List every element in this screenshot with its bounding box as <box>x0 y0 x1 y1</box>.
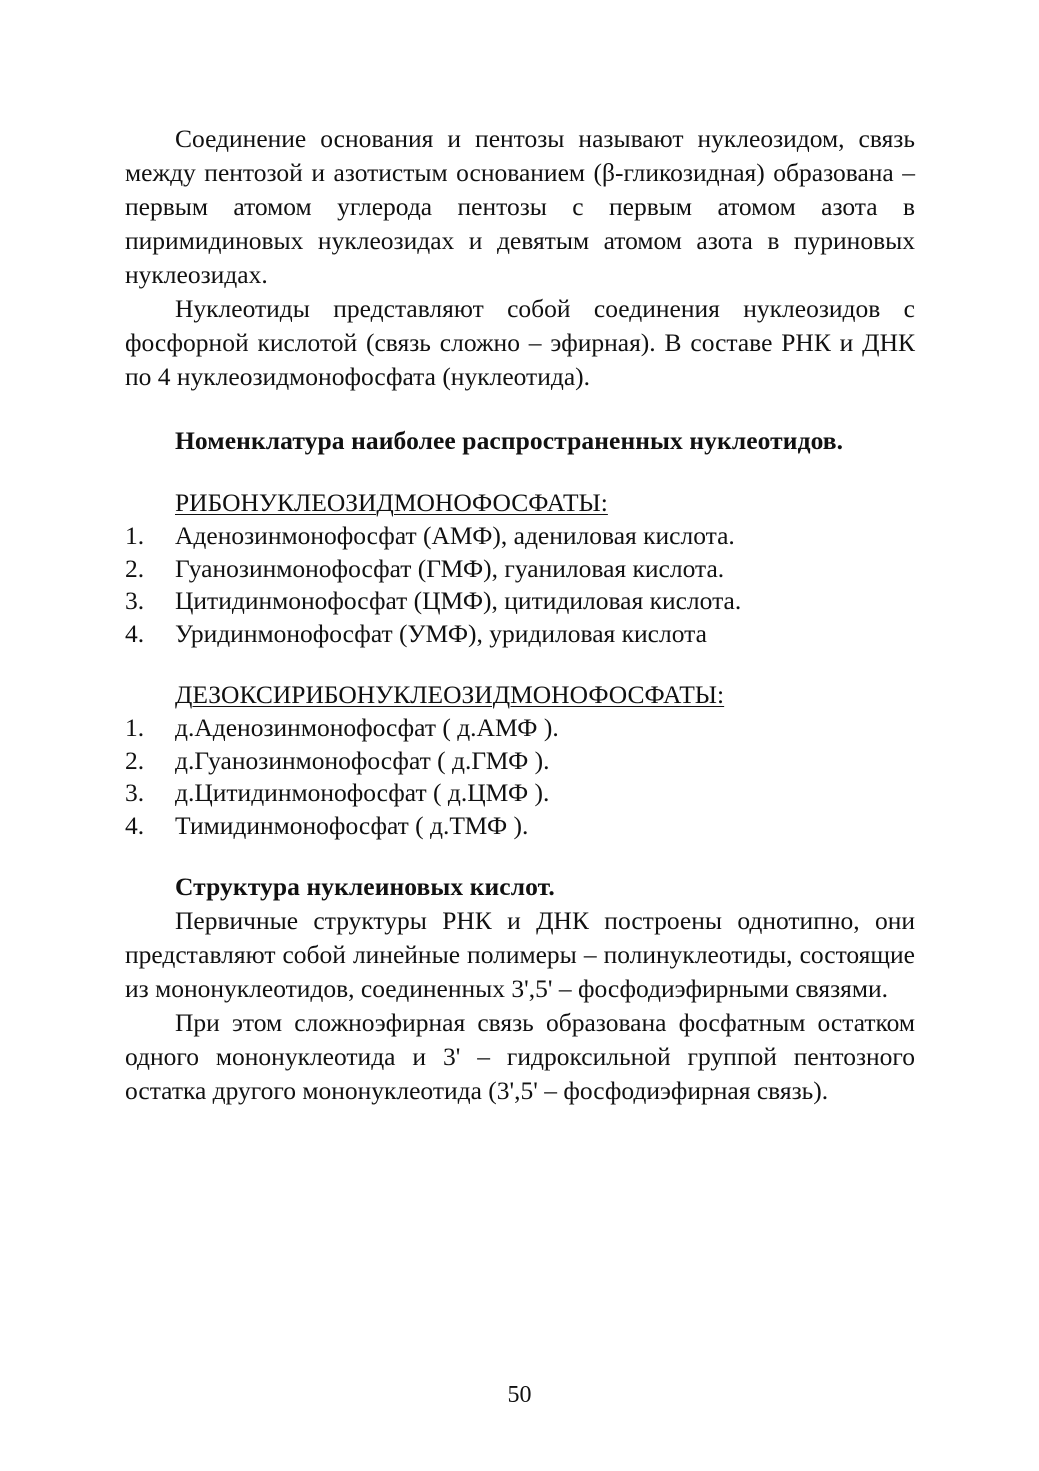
ribo-list <box>125 520 915 650</box>
list-item <box>125 553 915 586</box>
list-item <box>125 520 915 553</box>
list-text: д.Гуанозинмонофосфат ( д.ГМФ ). <box>175 745 550 775</box>
list-text: Тимидинмонофосфат ( д.ТМФ ). <box>175 810 529 840</box>
list-text: д.Цитидинмонофосфат ( д.ЦМФ ). <box>175 778 550 807</box>
list-number: 1. <box>125 713 145 742</box>
ribo-list-title: РИБОНУКЛЕОЗИДМОНОФОСФАТЫ: <box>175 488 608 517</box>
list-number: 2. <box>125 553 145 583</box>
structure-heading: Структура нуклеиновых кислот. <box>175 872 555 901</box>
list-number: 3. <box>125 778 145 807</box>
paragraph-primary-structure: Первичные структуры РНК и ДНК построены однотипно, они представляют собой линейные полимеры – полинуклеотиды, состоящие из мононуклеотидов, соединенных 3',5' – фосфодиэфирными связями. <box>125 906 915 1003</box>
list-number: 4. <box>125 810 145 840</box>
list-number: 4. <box>125 618 145 648</box>
list-item <box>125 745 915 778</box>
list-text: Уридинмонофосфат (УМФ), уридиловая кислота <box>175 618 707 648</box>
page-body <box>125 122 915 1108</box>
list-text: Гуанозинмонофосфат (ГМФ), гуаниловая кислота. <box>175 553 725 583</box>
list-item <box>125 810 915 843</box>
page-number: 50 <box>507 1382 532 1408</box>
list-item <box>125 618 915 651</box>
deoxy-list-title: ДЕЗОКСИРИБОНУКЛЕОЗИДМОНОФОСФАТЫ: <box>175 680 725 709</box>
paragraph-nucleotide: Нуклеотиды представляют собой соединения нуклеозидов с фосфорной кислотой (связь сложно – эфирная). В составе РНК и ДНК по 4 нуклеозидмонофосфата (нуклеотида). <box>125 294 915 391</box>
list-item <box>125 585 915 618</box>
list-text: Аденозинмонофосфат (АМФ), адениловая кислота. <box>175 521 735 550</box>
list-text: Цитидинмонофосфат (ЦМФ), цитидиловая кислота. <box>175 586 742 615</box>
list-item <box>125 712 915 745</box>
list-number: 1. <box>125 521 145 550</box>
paragraph-nucleoside: Соединение основания и пентозы называют нуклеозидом, связь между пентозой и азотистым основанием (β-гликозидная) образована – первым атомом углерода пентозы с первым атомом азота в пиримидиновых нуклеозидах и девятым атомом азота в пуриновых нуклеозидах. <box>125 124 915 289</box>
list-item <box>125 777 915 810</box>
list-text: д.Аденозинмонофосфат ( д.АМФ ). <box>175 713 559 742</box>
deoxy-list <box>125 712 915 842</box>
list-number: 2. <box>125 745 145 775</box>
nomenclature-heading: Номенклатура наиболее распространенных нуклеотидов. <box>175 426 844 455</box>
paragraph-ester-bond: При этом сложноэфирная связь образована фосфатным остатком одного мононуклеотида и 3' – гидроксильной группой пентозного остатка другого мононуклеотида (3',5' – фосфодиэфирная связь). <box>125 1008 915 1105</box>
list-number: 3. <box>125 586 145 615</box>
